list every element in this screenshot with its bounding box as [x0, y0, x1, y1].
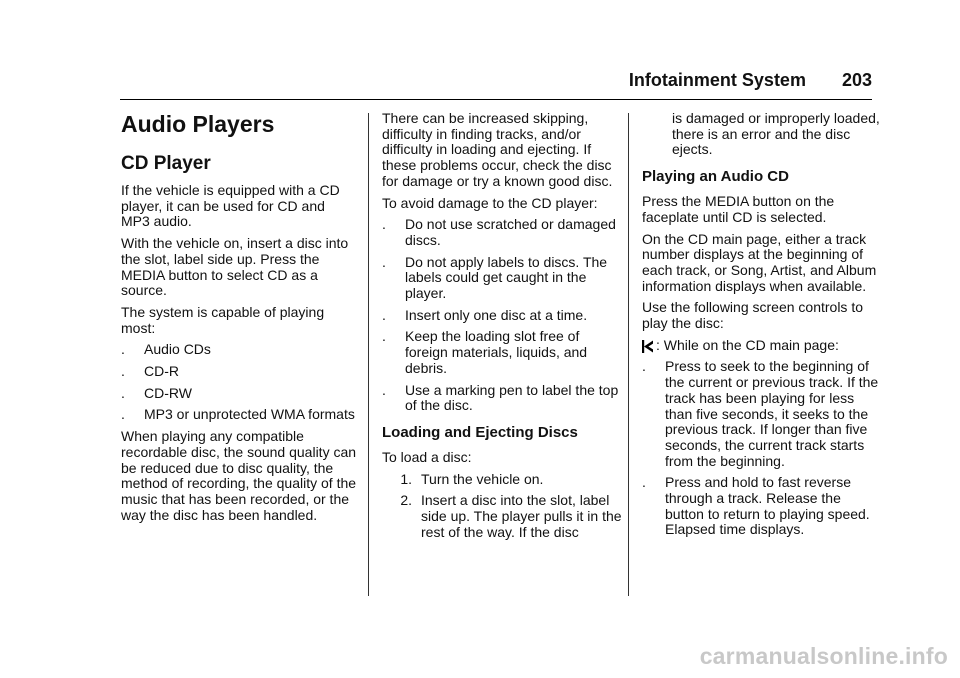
list-item: . CD-R: [121, 363, 179, 380]
paragraph: To load a disc:: [382, 448, 472, 465]
header-rule: [120, 99, 872, 100]
column-1: [121, 111, 357, 529]
bullet: .: [382, 381, 386, 398]
paragraph: Press the MEDIA button on the faceplate until CD is selected.: [642, 193, 835, 225]
list-item: . CD-RW: [121, 384, 192, 401]
page-title: Audio Players: [121, 111, 275, 137]
list-item: . Press and hold to fast reverse through a track. Release the button to return to playing speed. Elapsed time displays.: [642, 474, 870, 538]
paragraph: On the CD main page, either a track number displays at the beginning of each track, or Song, Artist, and Album information displays when available.: [642, 230, 877, 294]
list-item: . Do not use scratched or damaged discs.: [382, 216, 616, 248]
bullet: .: [121, 341, 125, 358]
list-item: . Keep the loading slot free of foreign materials, liquids, and debris.: [382, 328, 588, 376]
paragraph: If the vehicle is equipped with a CD player, it can be used for CD and MP3 audio.: [121, 182, 340, 230]
column-divider: [368, 113, 369, 596]
paragraph: There can be increased skipping, difficulty in finding tracks, and/or difficulty in loading and ejecting. If these problems occur, check the disc for damage or try a known good disc.: [382, 110, 613, 189]
list-item: . Audio CDs: [121, 341, 211, 358]
bullet: .: [382, 216, 386, 233]
list-item: . Insert only one disc at a time.: [382, 306, 588, 323]
paragraph: When playing any compatible recordable disc, the sound quality can be reduced due to disc quality, the method of recording, the quality of the music that has been recorded, or the way the disc has been handled.: [121, 428, 357, 523]
loading-heading: Loading and Ejecting Discs: [382, 423, 578, 441]
numbered-step: 1. Turn the vehicle on.: [400, 470, 544, 487]
list-item: . Press to seek to the beginning of the current or previous track. If the track has been playing for less than five seconds, it seeks to the previous track. If longer than five seconds, the current track starts from the beginning.: [642, 358, 879, 469]
icon-label: : While on the CD main page:: [656, 336, 839, 353]
bullet: .: [382, 328, 386, 345]
bullet: .: [382, 306, 386, 323]
bullet: .: [121, 384, 125, 401]
column-3: [642, 111, 882, 544]
bullet: .: [121, 406, 125, 423]
column-2: [382, 111, 622, 546]
list-item: . MP3 or unprotected WMA formats: [121, 406, 355, 423]
column-divider: [628, 113, 629, 596]
bullet: .: [121, 363, 125, 380]
paragraph: To avoid damage to the CD player:: [382, 194, 598, 211]
paragraph: Use the following screen controls to play the disc:: [642, 299, 863, 332]
list-item: . Do not apply labels to discs. The labels could get caught in the player.: [382, 253, 608, 302]
seek-back-row: [642, 338, 882, 354]
list-item: . Use a marking pen to label the top of the disc.: [382, 381, 619, 414]
watermark: carmanualsonline.info: [699, 643, 948, 669]
bullet: .: [642, 474, 646, 491]
seek-back-icon: [642, 340, 653, 353]
cd-player-heading: CD Player: [121, 153, 211, 174]
playing-heading: Playing an Audio CD: [642, 168, 789, 186]
numbered-step: 2. Insert a disc into the slot, label side up. The player pulls it in the rest of the way. If the disc: [400, 492, 622, 540]
bullet: .: [382, 253, 386, 270]
page-number: 203: [841, 70, 872, 90]
paragraph: With the vehicle on, insert a disc into the slot, label side up. Press the MEDIA button to select CD as a source.: [121, 235, 349, 299]
bullet: .: [642, 358, 646, 375]
page-header: [629, 70, 872, 91]
section-title: Infotainment System: [628, 70, 806, 90]
step-continued: is damaged or improperly loaded, there is an error and the disc ejects.: [672, 110, 880, 158]
paragraph: The system is capable of playing most:: [121, 303, 325, 336]
